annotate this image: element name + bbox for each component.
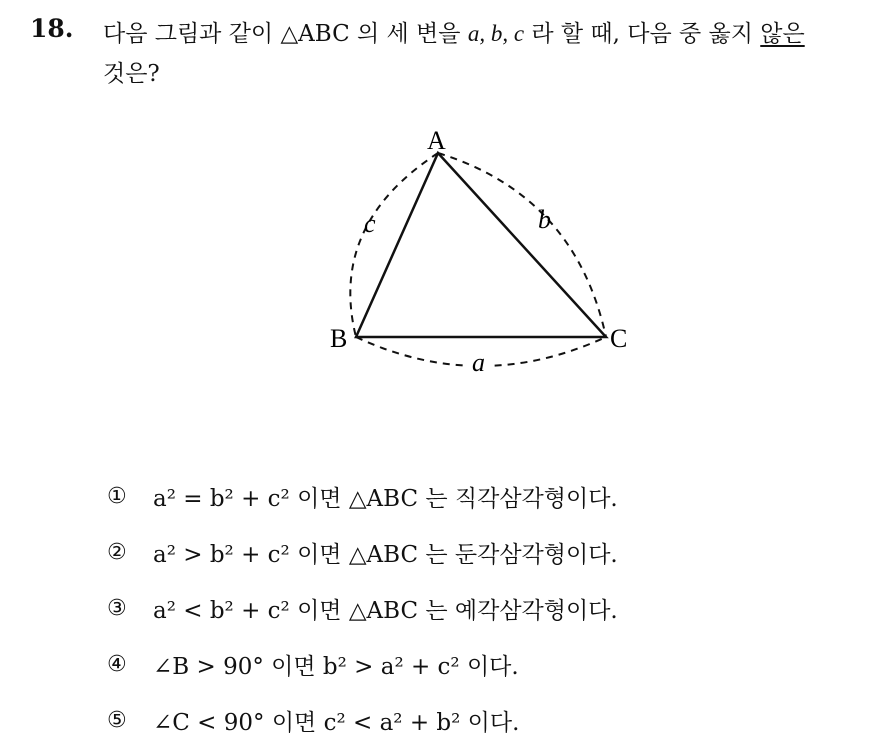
vertex-label-a: A <box>427 126 446 155</box>
choice-marker: ① <box>107 483 127 509</box>
choice-text: a² < b² + c² 이면 △ABC 는 예각삼각형이다. <box>153 597 618 624</box>
triangle-diagram <box>320 115 650 385</box>
triangle-figure <box>320 115 650 385</box>
side-label-b: b <box>538 205 551 234</box>
choice-2[interactable] <box>107 524 847 580</box>
choice-4[interactable] <box>107 636 847 692</box>
question-number: 18. <box>30 14 74 43</box>
choice-text: a² = b² + c² 이면 △ABC 는 직각삼각형이다. <box>153 485 618 512</box>
question-text-prefix: 다음 그림과 같이 △ABC 의 세 변을 <box>103 21 468 47</box>
choice-text: ∠C < 90° 이면 c² < a² + b² 이다. <box>153 709 520 736</box>
vertex-label-b: B <box>330 324 348 353</box>
question-text-suffix: 것은? <box>103 61 160 87</box>
vertex-label-c: C <box>610 324 628 353</box>
choice-text: ∠B > 90° 이면 b² > a² + c² 이다. <box>153 653 519 680</box>
question-text-middle: 라 할 때, 다음 중 옳지 <box>524 21 761 47</box>
choices-list <box>107 468 847 748</box>
question-text-underlined: 않은 <box>760 21 805 47</box>
question-text-vars: a, b, c <box>467 21 525 46</box>
side-label-a: a <box>472 348 485 377</box>
choice-marker: ⑤ <box>107 707 127 733</box>
choice-3[interactable] <box>107 580 847 636</box>
choice-marker: ④ <box>107 651 127 677</box>
choice-marker: ③ <box>107 595 127 621</box>
choice-5[interactable] <box>107 692 847 748</box>
choice-text: a² > b² + c² 이면 △ABC 는 둔각삼각형이다. <box>153 541 618 568</box>
choice-marker: ② <box>107 539 127 565</box>
side-label-c: c <box>364 209 376 238</box>
question-text <box>103 14 873 94</box>
choice-1[interactable] <box>107 468 847 524</box>
